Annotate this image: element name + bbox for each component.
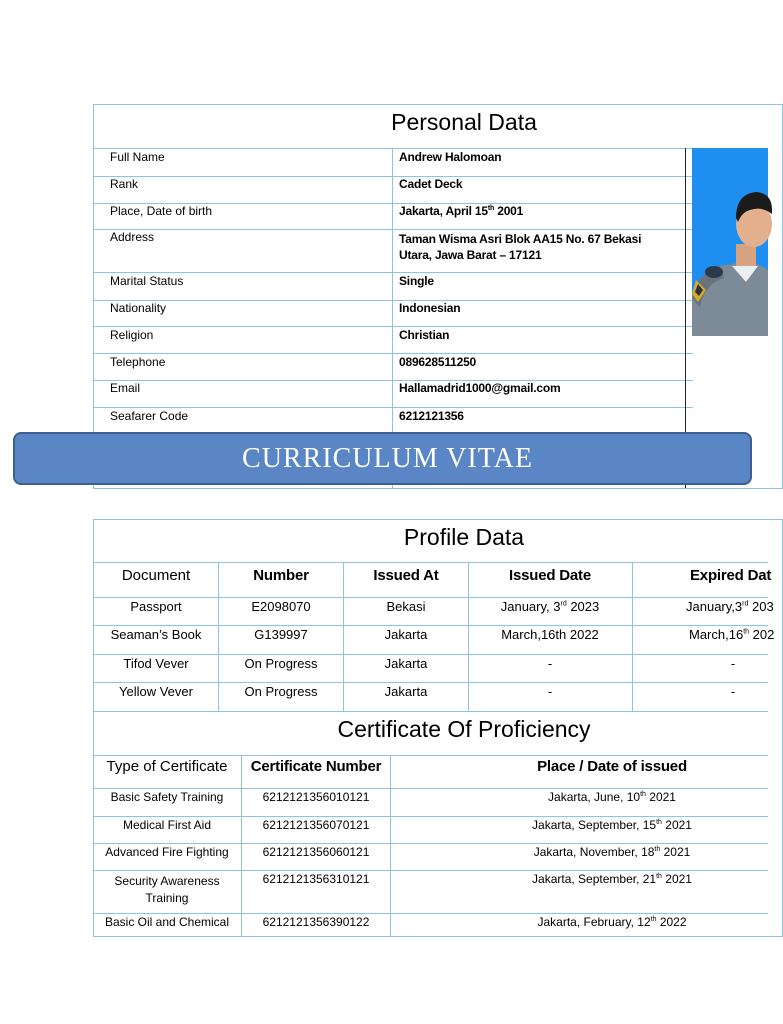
certificate-title: Certificate Of Proficiency: [337, 716, 591, 742]
tifod-expired-date: -: [730, 656, 736, 671]
header-issued-date: Issued Date: [509, 567, 591, 584]
tifod-issued-date: -: [547, 656, 553, 671]
curriculum-vitae-banner: [13, 432, 752, 485]
value-marital-status: Single: [399, 274, 434, 288]
cert-number-aff: 6212121356060121: [262, 845, 370, 859]
value-email: Hallamadrid1000@gmail.com: [399, 381, 561, 395]
yellow-number: On Progress: [244, 684, 318, 699]
cert-issued-sat: Jakarta, September, 21th 2021: [532, 872, 692, 886]
tifod-issued-at: Jakarta: [384, 656, 428, 671]
value-seafarer-code: 6212121356: [399, 409, 464, 423]
yellow-issued-date: -: [547, 684, 553, 699]
value-address: Taman Wisma Asri Blok AA15 No. 67 Bekasi Utara, Jawa Barat – 17121: [399, 232, 642, 262]
label-full-name: Full Name: [110, 150, 165, 164]
yellow-issued-at: Jakarta: [384, 684, 428, 699]
cert-number-mfa: 6212121356070121: [262, 818, 370, 832]
cert-type-mfa: Medical First Aid: [122, 818, 212, 832]
seamans-book-expired-date: March,16th 202: [689, 627, 775, 642]
cert-issued-mfa: Jakarta, September, 15th 2021: [532, 818, 692, 832]
profile-data-title: Profile Data: [403, 524, 525, 550]
label-birth: Place, Date of birth: [110, 204, 213, 218]
seamans-book-issued-date: March,16th 2022: [501, 627, 599, 642]
tifod-number: On Progress: [244, 656, 318, 671]
cert-number-bst: 6212121356010121: [262, 790, 370, 804]
cert-type-sat: Security Awareness Training: [114, 874, 220, 905]
header-place-date-issued: Place / Date of issued: [537, 758, 687, 775]
cert-issued-boc: Jakarta, February, 12th 2022: [537, 915, 687, 929]
doc-passport: Passport: [130, 599, 182, 614]
passport-issued-at: Bekasi: [386, 599, 426, 614]
passport-number: E2098070: [251, 599, 311, 614]
label-telephone: Telephone: [110, 355, 166, 369]
cert-number-boc: 6212121356390122: [262, 915, 370, 929]
header-number: Number: [253, 567, 309, 584]
doc-yellow-vever: Yellow Vever: [119, 684, 193, 699]
value-telephone: 089628511250: [399, 355, 477, 369]
label-email: Email: [110, 381, 141, 395]
cert-issued-bst: Jakarta, June, 10th 2021: [548, 790, 676, 804]
person-photo-icon: [692, 148, 768, 336]
seamans-book-number: G139997: [254, 627, 308, 642]
passport-issued-date: January, 3rd 2023: [500, 599, 600, 614]
value-religion: Christian: [399, 328, 450, 342]
value-birth: Jakarta, April 15th 2001: [399, 204, 524, 218]
header-expired-date: Expired Dat: [690, 567, 772, 584]
cert-type-bst: Basic Safety Training: [110, 790, 224, 804]
label-seafarer-code: Seafarer Code: [110, 409, 189, 423]
value-full-name: Andrew Halomoan: [399, 150, 502, 164]
header-issued-at: Issued At: [373, 567, 439, 584]
value-rank: Cadet Deck: [399, 177, 463, 191]
cert-number-sat: 6212121356310121: [262, 872, 370, 886]
header-certificate-number: Certificate Number: [250, 758, 382, 775]
doc-seamans-book: Seaman’s Book: [110, 627, 202, 642]
seamans-book-issued-at: Jakarta: [384, 627, 428, 642]
cert-type-boc: Basic Oil and Chemical: [104, 915, 230, 929]
label-address: Address: [110, 230, 155, 244]
profile-photo: [692, 148, 768, 336]
label-religion: Religion: [110, 328, 154, 342]
cert-type-aff: Advanced Fire Fighting: [105, 845, 229, 859]
value-nationality: Indonesian: [399, 301, 461, 315]
label-rank: Rank: [110, 177, 139, 191]
banner-title: CURRICULUM VITAE: [242, 442, 533, 474]
label-marital-status: Marital Status: [110, 274, 184, 288]
passport-expired-date: January,3rd 203: [686, 599, 774, 614]
header-document: Document: [121, 567, 191, 584]
cert-issued-aff: Jakarta, November, 18th 2021: [533, 845, 691, 859]
yellow-expired-date: -: [730, 684, 736, 699]
header-type-of-certificate: Type of Certificate: [106, 758, 228, 775]
doc-tifod-vever: Tifod Vever: [123, 656, 189, 671]
personal-data-title: Personal Data: [391, 109, 537, 135]
label-nationality: Nationality: [110, 301, 167, 315]
